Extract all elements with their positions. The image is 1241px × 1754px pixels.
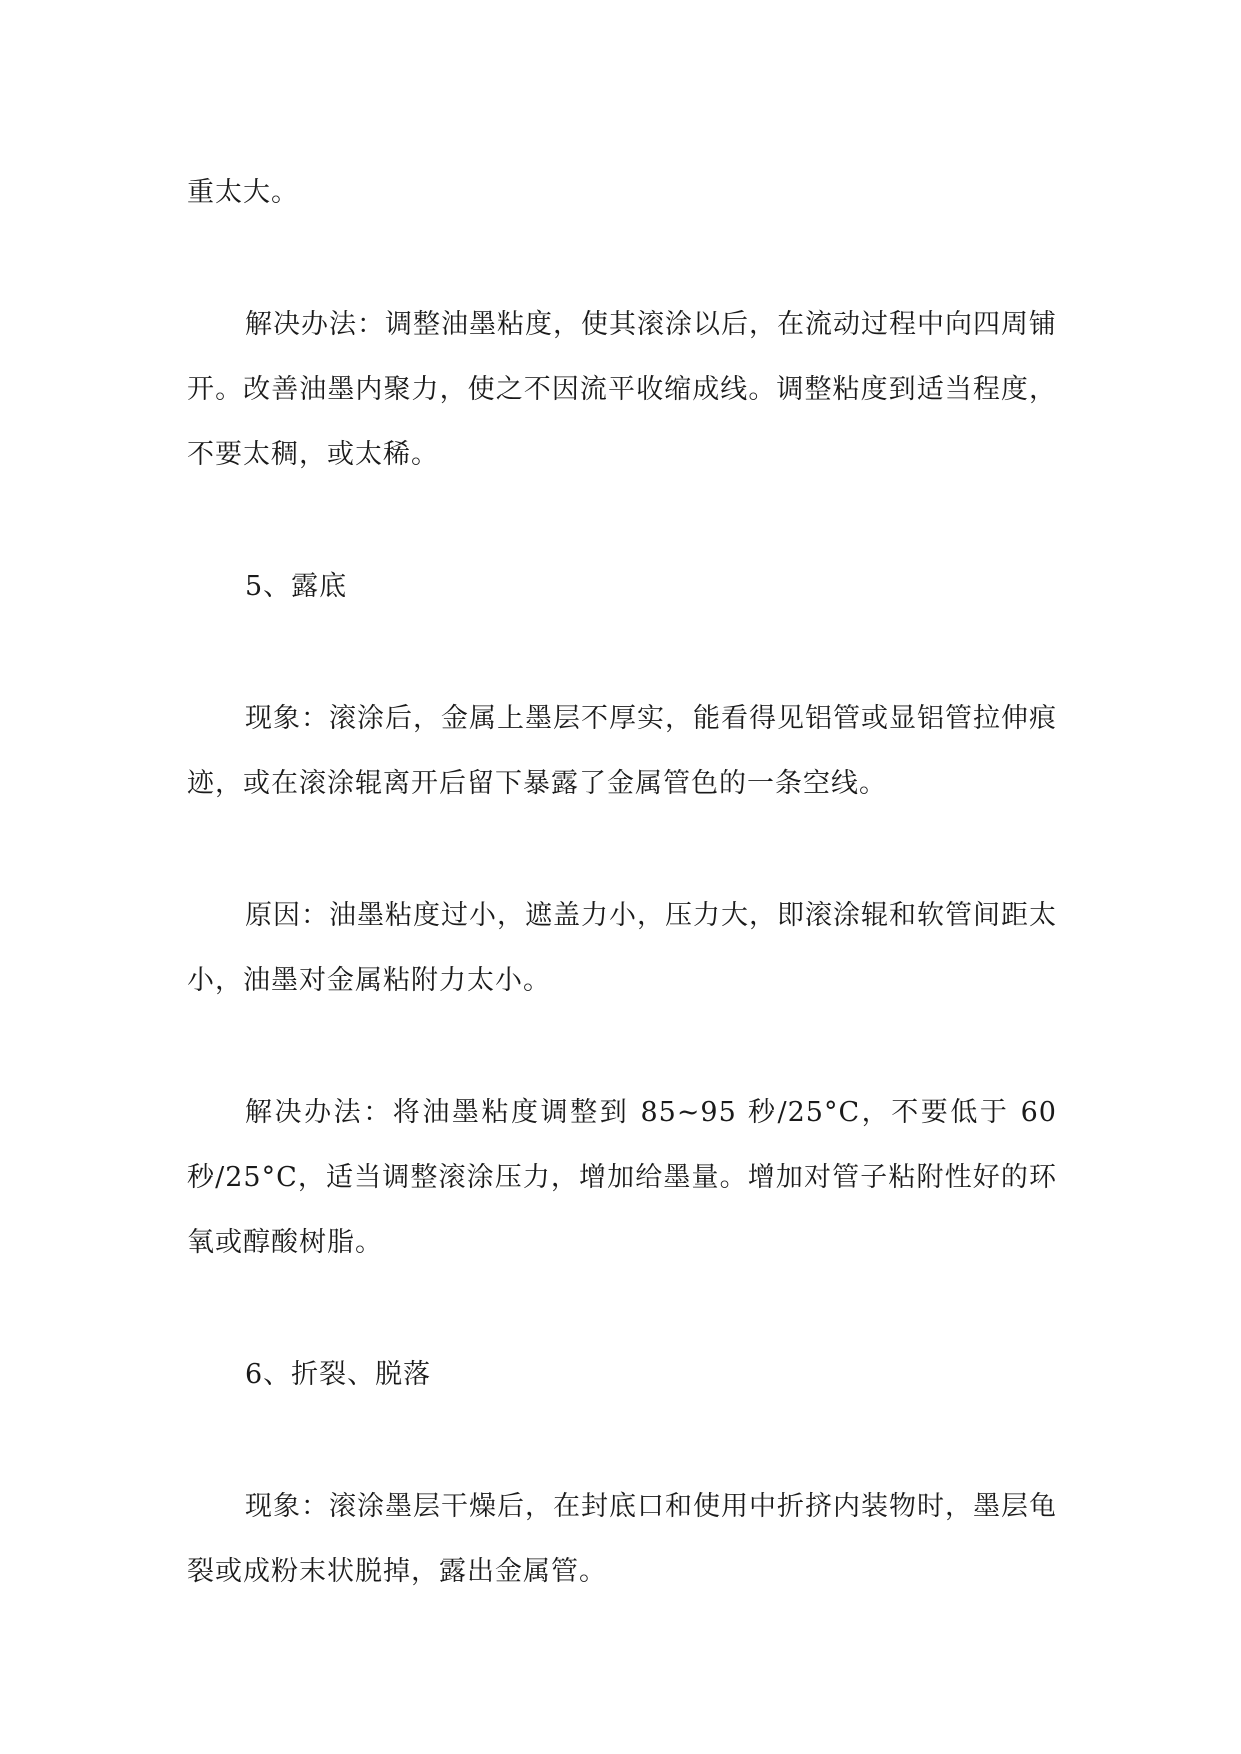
paragraph-continuation: 重太大。 [187,177,299,208]
paragraph-phenomenon-6: 现象：滚涂墨层干燥后，在封底口和使用中折挤内装物时，墨层龟裂或成粉末状脱掉，露出金属管。 [187,1491,1057,1587]
paragraph-phenomenon-5: 现象：滚涂后，金属上墨层不厚实，能看得见铝管或显铝管拉伸痕迹，或在滚涂辊离开后留下暴露了金属管色的一条空线。 [187,703,1057,799]
section-heading-6: 6、折裂、脱落 [245,1359,432,1390]
section-heading-5: 5、露底 [245,571,348,602]
document-body [187,160,1057,1671]
paragraph-solution-1: 解决办法：调整油墨粘度，使其滚涂以后，在流动过程中向四周铺开。改善油墨内聚力，使之不因流平收缩成线。调整粘度到适当程度，不要太稠，或太稀。 [187,309,1057,470]
paragraph-cause-5: 原因：油墨粘度过小，遮盖力小，压力大，即滚涂辊和软管间距太小，油墨对金属粘附力太小。 [187,900,1057,996]
paragraph-solution-5: 解决办法：将油墨粘度调整到 85~95 秒/25°C，不要低于 60 秒/25°C，适当调整滚涂压力，增加给墨量。增加对管子粘附性好的环氧或醇酸树脂。 [187,1097,1057,1258]
